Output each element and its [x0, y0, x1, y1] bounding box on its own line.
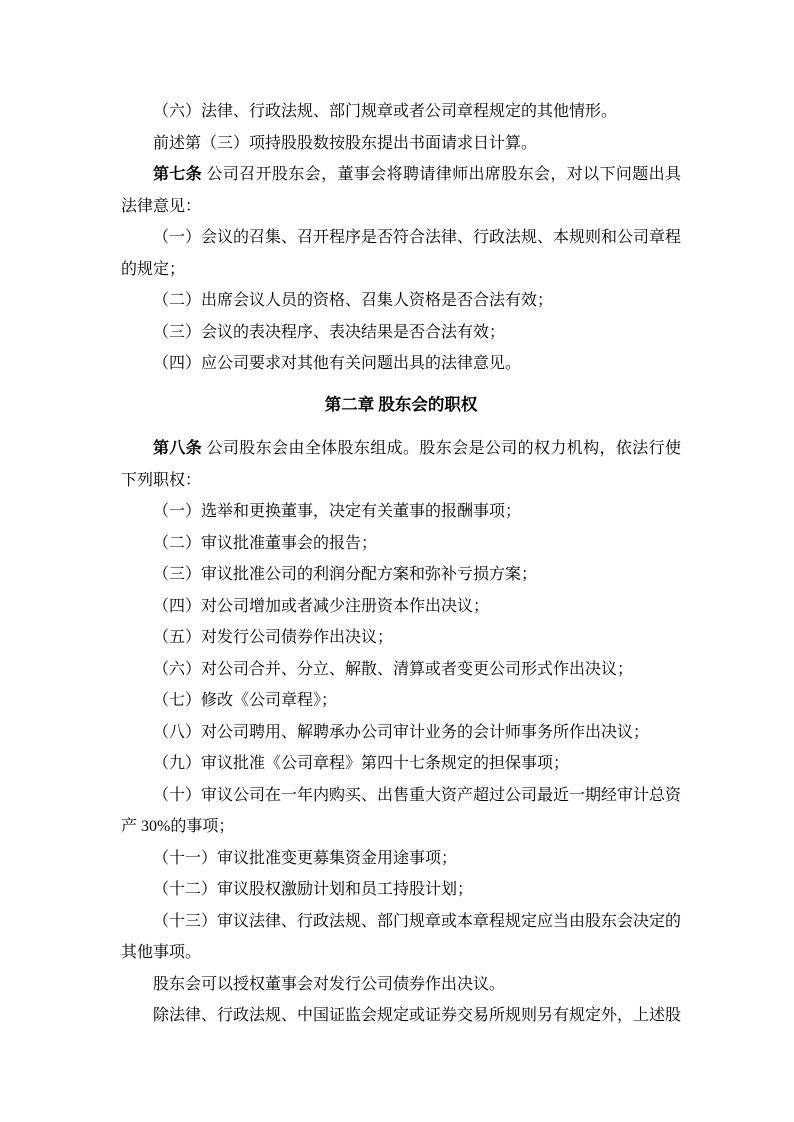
document-content [121, 96, 681, 1032]
paragraph: （三）审议批准公司的利润分配方案和弥补亏损方案； [153, 566, 538, 583]
paragraph: 股东会可以授权董事会对发行公司债券作出决议。 [153, 975, 506, 993]
paragraph: （二）审议批准董事会的报告； [153, 534, 378, 552]
paragraph: （二）出席会议人员的资格、召集人资格是否合法有效； [153, 292, 554, 309]
paragraph: 除法律、行政法规、中国证监会规定或证券交易所规则另有规定外，上述股 [153, 1007, 682, 1024]
paragraph: （十三）审议法律、行政法规、部门规章或本章程规定应当由股东会决定的其他事项。 [121, 912, 682, 961]
paragraph: （四）应公司要求对其他有关问题出具的法律意见。 [153, 355, 522, 372]
paragraph: （六）法律、行政法规、部门规章或者公司章程规定的其他情形。 [153, 103, 618, 120]
paragraph: （七）修改《公司章程》； [153, 692, 338, 709]
paragraph: （八）对公司聘用、解聘承办公司审计业务的会计师事务所作出决议； [153, 723, 650, 741]
paragraph: （十）审议公司在一年内购买、出售重大资产超过公司最近一期经审计总资产 30%的事项； [121, 786, 682, 835]
paragraph: （十二）审议股权激励计划和员工持股计划； [153, 881, 474, 898]
paragraph: 前述第（三）项持股股数按股东提出书面请求日计算。 [153, 134, 538, 152]
paragraph: （四）对公司增加或者减少注册资本作出决议； [153, 597, 490, 615]
paragraph: （一）选举和更换董事，决定有关董事的报酬事项； [153, 503, 522, 520]
paragraph: 第八条 公司股东会由全体股东组成。股东会是公司的权力机构，依法行使下列职权： [121, 440, 681, 489]
paragraph: 第七条 公司召开股东会，董事会将聘请律师出席股东会，对以下问题出具法律意见： [121, 166, 681, 215]
paragraph: （九）审议批准《公司章程》第四十七条规定的担保事项； [153, 755, 570, 772]
paragraph: （三）会议的表决程序、表决结果是否合法有效； [153, 323, 506, 341]
paragraph: （一）会议的召集、召开程序是否符合法律、行政法规、本规则和公司章程的规定； [121, 229, 682, 278]
paragraph: （十一）审议批准变更募集资金用途事项； [153, 849, 458, 867]
article-number: 第八条 [153, 440, 203, 457]
paragraph: （五）对发行公司债券作出决议； [153, 629, 394, 646]
paragraph: （六）对公司合并、分立、解散、清算或者变更公司形式作出决议； [153, 660, 634, 678]
chapter-heading: 第二章 股东会的职权 [324, 394, 478, 414]
article-number: 第七条 [153, 166, 203, 183]
